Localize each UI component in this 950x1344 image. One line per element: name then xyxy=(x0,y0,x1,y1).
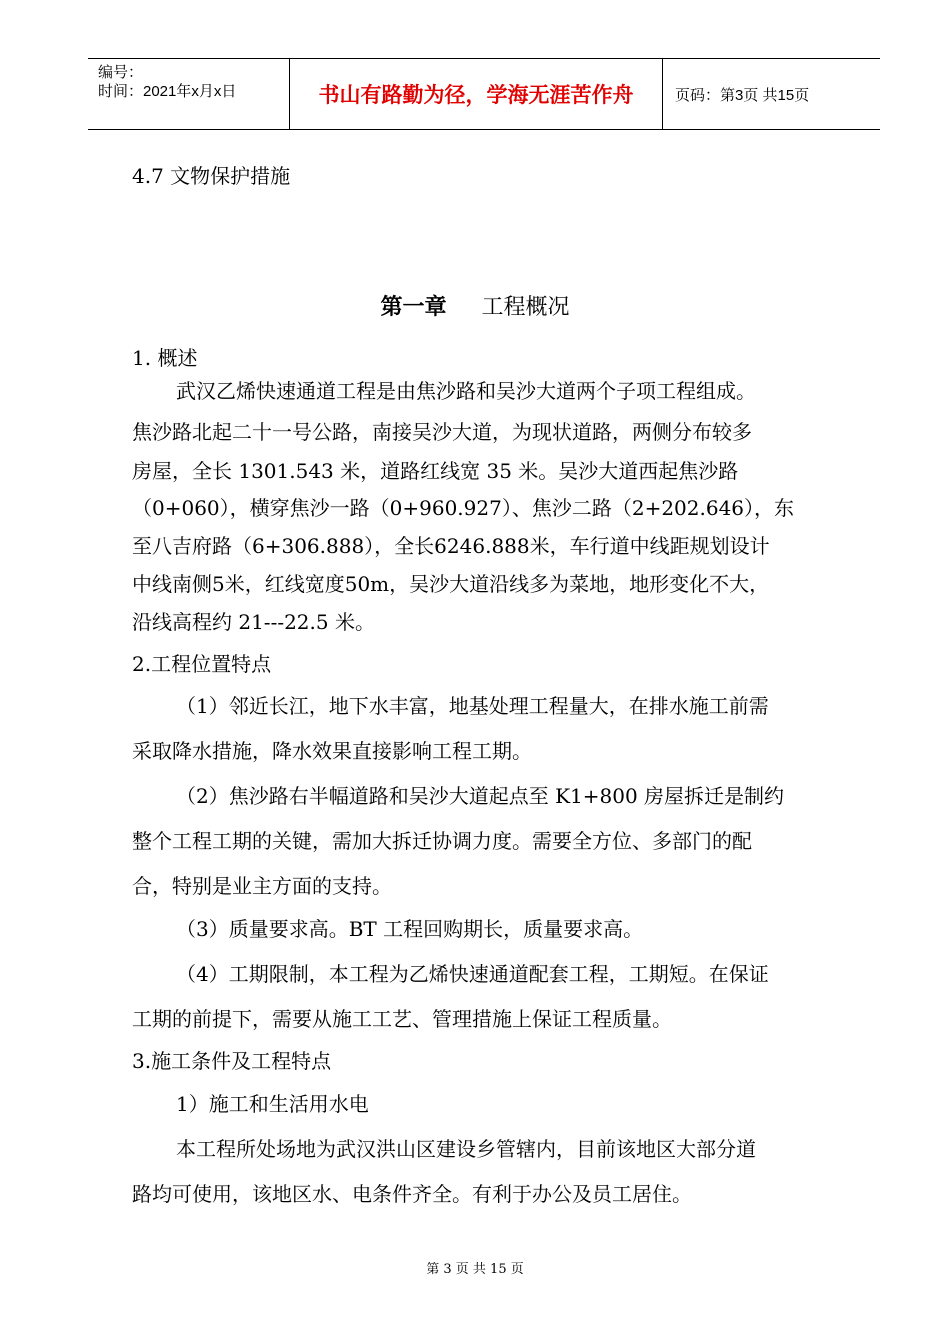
paragraph-line: 整个工程工期的关键，需加大拆迁协调力度。需要全方位、多部门的配 xyxy=(132,829,752,853)
header-motto: 书山有路勤为径，学海无涯苦作舟 xyxy=(290,59,663,129)
chapter-heading xyxy=(0,290,950,321)
subheading-utilities: 1）施工和生活用水电 xyxy=(176,1092,369,1116)
paragraph-line: （3）质量要求高。BT 工程回购期长，质量要求高。 xyxy=(176,917,644,941)
paragraph-line: 采取降水措施，降水效果直接影响工程工期。 xyxy=(132,739,532,763)
paragraph-line: （2）焦沙路右半幅道路和吴沙大道起点至 K1+800 房屋拆迁是制约 xyxy=(176,784,785,808)
paragraph-line: 中线南侧5米，红线宽度50m，吴沙大道沿线多为菜地，地形变化不大， xyxy=(132,572,770,596)
paragraph-line: （1）邻近长江，地下水丰富，地基处理工程量大，在排水施工前需 xyxy=(176,694,769,718)
chapter-number: 第一章 xyxy=(380,294,447,320)
paragraph-line: 合，特别是业主方面的支持。 xyxy=(132,874,392,898)
doc-time-label: 时间：2021年x月x日 xyxy=(98,83,237,100)
doc-number-label: 编号： xyxy=(98,64,144,81)
chapter-title: 工程概况 xyxy=(481,295,570,320)
paragraph-line: 本工程所处场地为武汉洪山区建设乡管辖内，目前该地区大部分道 xyxy=(176,1137,756,1161)
heading-overview: 1. 概述 xyxy=(132,346,198,370)
paragraph-line: 工期的前提下，需要从施工工艺、管理措施上保证工程质量。 xyxy=(132,1007,672,1031)
paragraph-line: 房屋，全长 1301.543 米，道路红线宽 35 米。吴沙大道西起焦沙路 xyxy=(132,459,739,483)
paragraph-line: 至八吉府路（6+306.888），全长6246.888米，车行道中线距规划设计 xyxy=(132,534,770,558)
header-page-label: 页码：第3页 共15页 xyxy=(675,86,810,104)
header-meta xyxy=(88,59,290,129)
page-footer: 第 3 页 共 15 页 xyxy=(426,1262,524,1277)
heading-location: 2.工程位置特点 xyxy=(132,652,272,676)
paragraph-line: 焦沙路北起二十一号公路，南接吴沙大道，为现状道路，两侧分布较多 xyxy=(132,420,752,444)
paragraph-line: （0+060），横穿焦沙一路（0+960.927）、焦沙二路（2+202.646），东 xyxy=(132,496,795,520)
heading-conditions: 3.施工条件及工程特点 xyxy=(132,1049,332,1073)
paragraph-line: （4）工期限制，本工程为乙烯快速通道配套工程，工期短。在保证 xyxy=(176,962,769,986)
paragraph-line: 武汉乙烯快速通道工程是由焦沙路和吴沙大道两个子项工程组成。 xyxy=(176,379,756,403)
section-heading: 4.7 文物保护措施 xyxy=(132,164,291,188)
paragraph-line: 沿线高程约 21---22.5 米。 xyxy=(132,610,375,634)
paragraph-line: 路均可使用，该地区水、电条件齐全。有利于办公及员工居住。 xyxy=(132,1182,692,1206)
page-header xyxy=(88,58,880,130)
